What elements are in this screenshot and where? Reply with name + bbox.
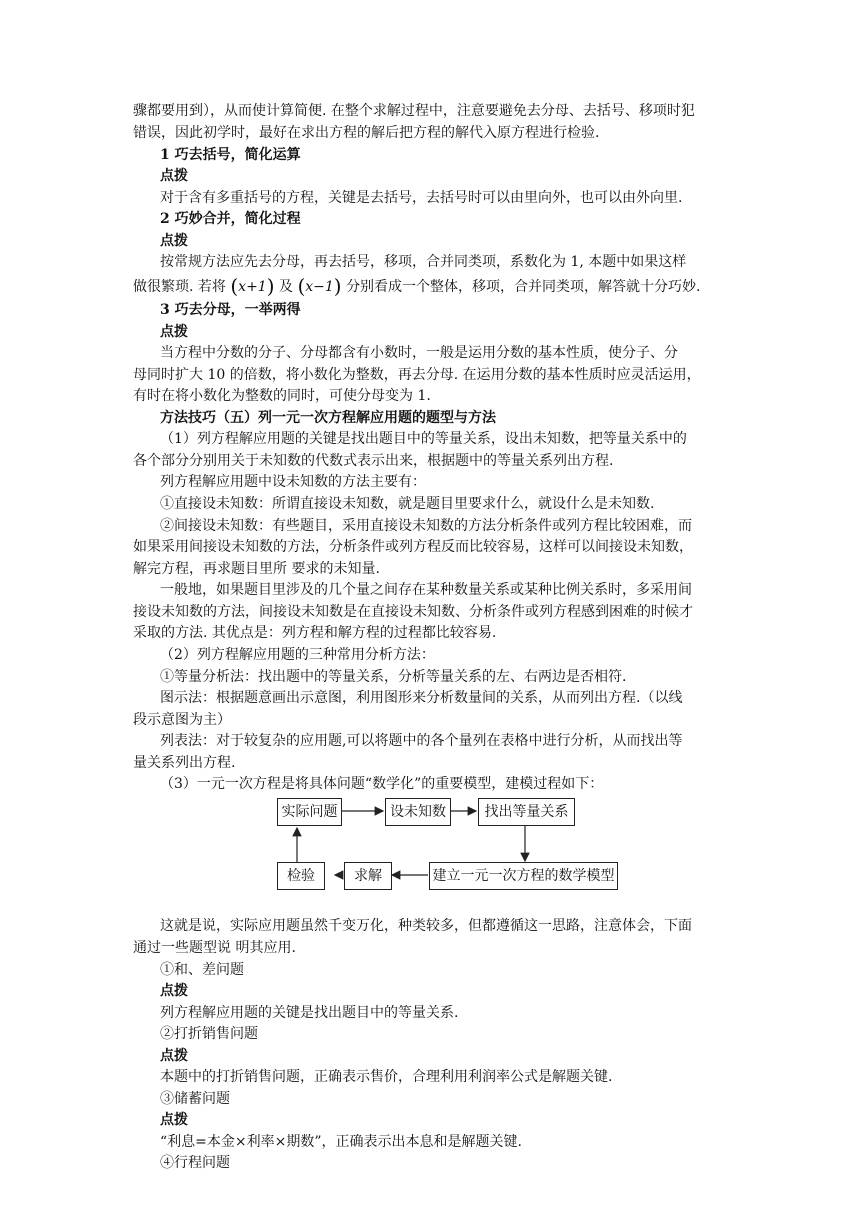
paren-close: ) <box>266 274 275 298</box>
flow-box-set-unknown: 设未知数 <box>385 798 451 826</box>
paren-open: ( <box>297 274 306 298</box>
section-heading: 1 巧去括号，简化运算 <box>160 147 301 163</box>
text-line: 本题中的打折销售问题，正确表示售价，合理利用利润率公式是解题关键. <box>160 1069 613 1085</box>
section-heading: 2 巧妙合并，简化过程 <box>160 211 301 227</box>
text-line: ①直接设未知数：所谓直接设未知数，就是题目里要求什么，就设什么是未知数. <box>160 496 655 512</box>
section-heading: 3 巧去分母，一举两得 <box>160 302 301 318</box>
text-line: 列方程解应用题中设未知数的方法主要有： <box>160 474 426 490</box>
text-line: （3）一元一次方程是将具体问题“数学化”的重要模型，建模过程如下： <box>160 776 604 792</box>
subtopic-heading: ④行程问题 <box>160 1155 230 1171</box>
text-line: 解完方程，再求题目里所 要求的未知量. <box>133 561 380 577</box>
text-line: 骤都要用到），从而使计算简便. 在整个求解过程中，注意要避免去分母、去括号、移项时犯 <box>133 103 695 119</box>
paren-close: ) <box>333 274 342 298</box>
text-line: （1）列方程解应用题的关键是找出题目中的等量关系，设出未知数，把等量关系中的 <box>160 431 687 447</box>
text-line: 通过一些题型说 明其应用. <box>133 940 296 956</box>
text-line: 采取的方法. 其优点是：列方程和解方程的过程都比较容易. <box>133 625 497 641</box>
tip-label: 点拨 <box>160 324 188 340</box>
text-line: （2）列方程解应用题的三种常用分析方法： <box>160 647 435 663</box>
subtopic-heading: ①和、差问题 <box>160 962 244 978</box>
flow-box-find-equality: 找出等量关系 <box>478 798 575 826</box>
text-line: 这就是说，实际应用题虽然千变万化，种类较多，但都遵循这一思路，注意体会，下面 <box>160 918 692 934</box>
text-line: 对于含有多重括号的方程，关键是去括号，去括号时可以由里向外，也可以由外向里. <box>160 190 683 206</box>
subtopic-heading: ③储蓄问题 <box>160 1091 230 1107</box>
text-line: 母同时扩大 10 的倍数，将小数化为整数，再去分母. 在运用分数的基本性质时应灵活运用， <box>133 367 701 383</box>
tip-label: 点拨 <box>160 1048 188 1064</box>
text-line: 一般地，如果题目里涉及的几个量之间存在某种数量关系或某种比例关系时，多采用间 <box>160 582 692 598</box>
text-line: ②间接设未知数：有些题目，采用直接设未知数的方法分析条件或列方程比较困难，而 <box>160 518 692 534</box>
text-line: 接设未知数的方法，间接设未知数是在直接设未知数、分析条件或列方程感到困难的时候才 <box>133 604 693 620</box>
text-line: 量关系列出方程. <box>133 755 236 771</box>
text-segment: 分别看成一个整体，移项，合并同类项，解答就十分巧妙. <box>346 279 701 295</box>
tip-label: 点拨 <box>160 233 188 249</box>
flow-box-check: 检验 <box>277 862 325 890</box>
tip-label: 点拨 <box>160 983 188 999</box>
subtopic-heading: ②打折销售问题 <box>160 1026 258 1042</box>
text-segment: 做很繁琐. 若将 <box>133 279 226 295</box>
tip-label: 点拨 <box>160 1112 188 1128</box>
flow-box-build-model: 建立一元一次方程的数学模型 <box>429 862 618 890</box>
text-line: 错误，因此初学时，最好在求出方程的解后把方程的解代入原方程进行检验. <box>133 125 600 141</box>
text-segment: 及 <box>278 279 293 295</box>
text-line: “利息=本金×利率×期数”，正确表示出本息和是解题关键. <box>160 1134 522 1150</box>
text-line: 图示法：根据题意画出示意图，利用图形来分析数量间的关系，从而列出方程.（以线 <box>160 690 683 706</box>
math-expression: x−1 <box>305 279 334 295</box>
flow-box-actual-problem: 实际问题 <box>277 798 342 826</box>
paren-open: ( <box>230 274 239 298</box>
text-line: 有时在将小数化为整数的同时，可使分母变为 1. <box>133 388 431 404</box>
text-line: 当方程中分数的分子、分母都含有小数时，一般是运用分数的基本性质，使分子、分 <box>160 345 678 361</box>
text-line: ①等量分析法：找出题中的等量关系，分析等量关系的左、右两边是否相符. <box>160 669 627 685</box>
text-line: 如果采用间接设未知数的方法，分析条件或列方程反而比较容易，这样可以间接设未知数， <box>133 539 693 555</box>
text-line: 列方程解应用题的关键是找出题目中的等量关系. <box>160 1005 459 1021</box>
text-line: 按常规方法应先去分母，再去括号，移项，合并同类项，系数化为 1, 本题中如果这样 <box>160 254 687 270</box>
text-line: 段示意图为主） <box>133 712 231 728</box>
text-line: 各个部分分别用关于未知数的代数式表示出来，根据题中的等量关系列出方程. <box>133 453 614 469</box>
text-line: 列表法：对于较复杂的应用题,可以将题中的各个量列在表格中进行分析，从而找出等 <box>160 733 683 749</box>
tip-label: 点拨 <box>160 168 188 184</box>
section-heading: 方法技巧（五）列一元一次方程解应用题的题型与方法 <box>160 410 496 426</box>
flow-box-solve: 求解 <box>344 862 392 890</box>
math-expression: x+1 <box>238 279 267 295</box>
